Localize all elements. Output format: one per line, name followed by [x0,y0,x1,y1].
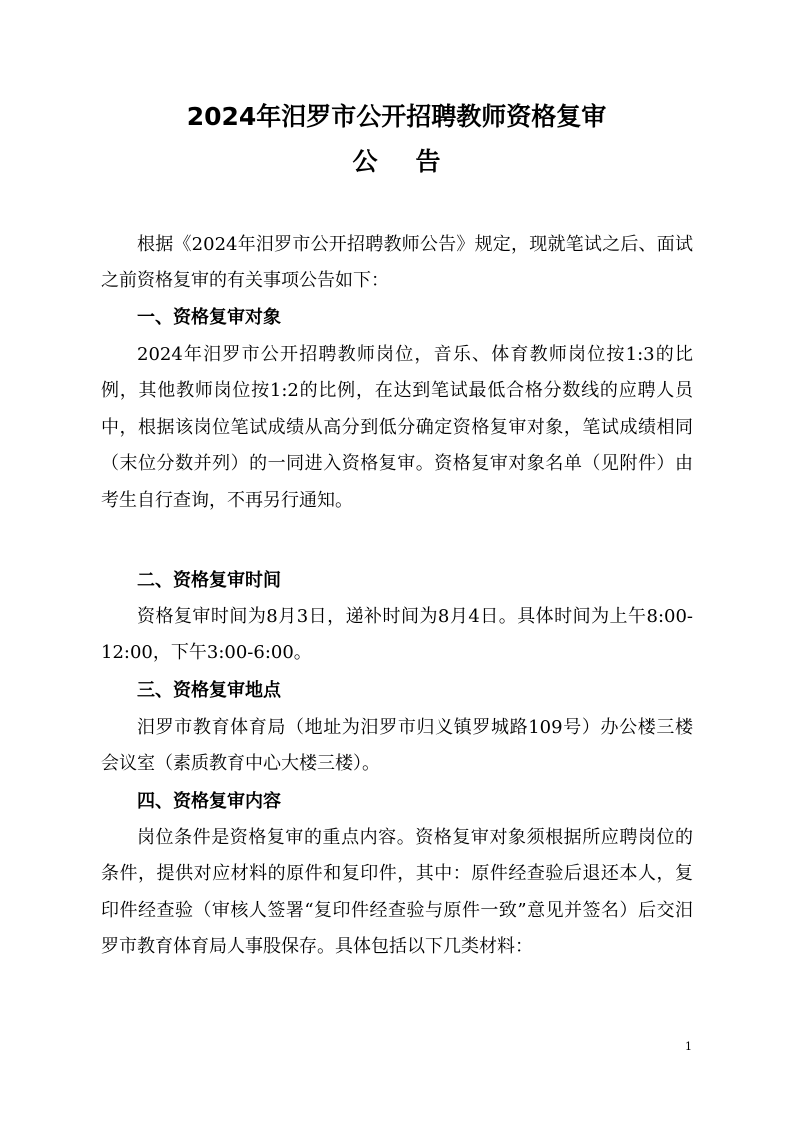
section-body: 资格复审时间为8月3日，递补时间为8月4日。具体时间为上午8:00-12:00，下午3:00-6:00。 [101,606,693,664]
section-heading: 四、资格复审内容 [137,791,281,812]
page-number: 1 [685,1040,692,1053]
section-heading: 三、资格复审地点 [137,680,281,701]
section-heading: 一、资格复审对象 [137,307,281,328]
section-body: 岗位条件是资格复审的重点内容。资格复审对象须根据所应聘岗位的条件，提供对应材料的原件和复印件，其中：原件经查验后退还本人，复印件经查验（审核人签署“复印件经查验与原件一致”意见并签名）后交汨罗市教育体育局人事股保存。具体包括以下几类材料： [101,827,693,958]
document-title: 2024年汨罗市公开招聘教师资格复审 [186,102,607,131]
section-body: 汨罗市教育体育局（地址为汨罗市归义镇罗城路109号）办公楼三楼会议室（素质教育中心大楼三楼）。 [101,717,693,775]
section-heading: 二、资格复审时间 [137,570,281,591]
intro-paragraph: 根据《2024年汨罗市公开招聘教师公告》规定，现就笔试之后、面试之前资格复审的有关事项公告如下： [101,234,693,292]
section-body: 2024年汨罗市公开招聘教师岗位，音乐、体育教师岗位按1:3的比例，其他教师岗位按1:2的比例，在达到笔试最低合格分数线的应聘人员中，根据该岗位笔试成绩从高分到低分确定资格复审对象，笔试成绩相同（末位分数并列）的一同进入资格复审。资格复审对象名单（见附件）由考生自行查询，不再另行通知。 [101,344,693,511]
document-subtitle: 公告 [352,147,479,176]
